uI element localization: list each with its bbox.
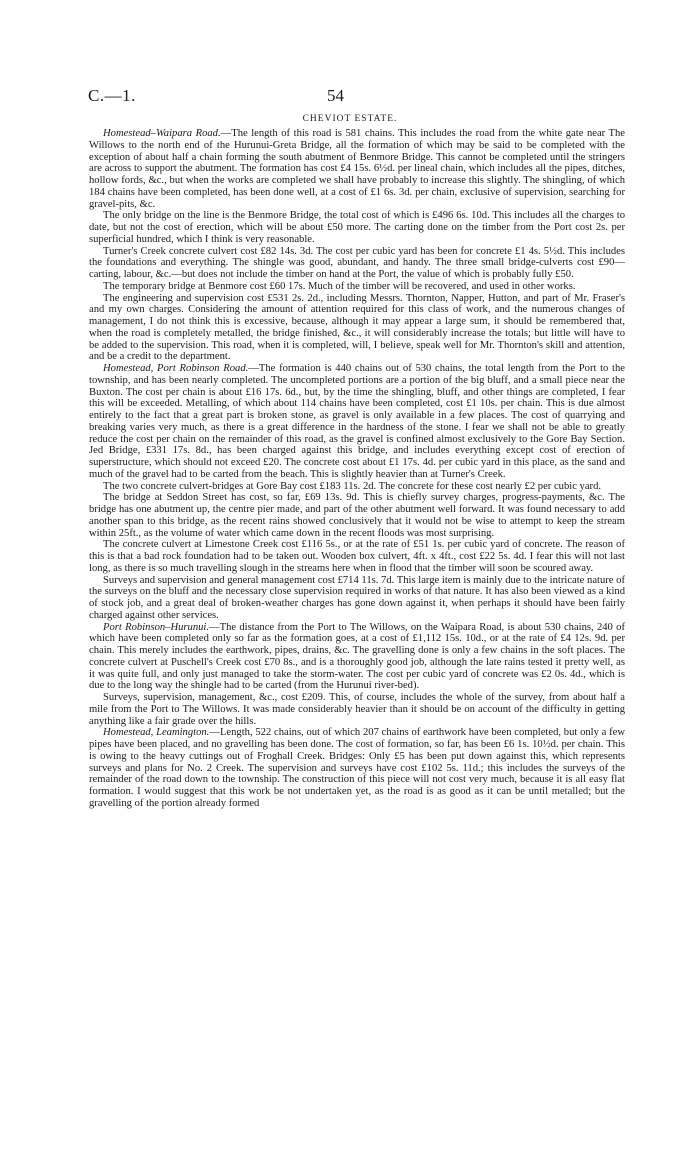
paragraph-text: The engineering and supervision cost £531 2s. 2d., including Messrs. Thornton, Napper, Hutton, and part of Mr. Fraser's and my own charges. Considering the amount of attention required for this class of work, and the numerous changes of management, I do not think this is excessive, because, although it may appear a large sum, it should be remembered that, when the road is completely metalled, the bridge finished, &c., it will considerably increase the totals; but little will have to be added to the supervision. This road, when it is completed, will, I believe, speak well for Mr. Thornton's skill and attention, and be a credit to the department. — [89, 292, 625, 363]
paragraph-text: Surveys, supervision, management, &c., cost £209. This, of course, includes the whole of the survey, from about half a mile from the Port to The Willows. It was made considerably heavier than it should be on account of the difficulty in getting anything like a fair grade over the hills. — [89, 692, 625, 727]
paragraph — [89, 363, 625, 481]
paragraph-heading: Homestead, Leamington. — [103, 727, 210, 739]
section-reference: C.—1. — [88, 86, 136, 105]
paragraph-text: Turner's Creek concrete culvert cost £82 14s. 3d. The cost per cubic yard has been for concrete £1 4s. 5½d. This includes the foundations and everything. The shingle was good, abundant, and handy. The three small bridge-culverts cost £90—carting, labour, &c.—but does not include the timber on hand at the Port, the value of which is probably fully £50. — [89, 245, 625, 280]
body-text — [89, 128, 625, 810]
paragraph-text: The two concrete culvert-bridges at Gore Bay cost £183 11s. 2d. The concrete for these cost nearly £2 per cubic yard. — [103, 480, 602, 492]
paragraph-text: The only bridge on the line is the Benmore Bridge, the total cost of which is £496 6s. 10d. This includes all the charges to date, but not the cost of erection, which will be about £50 more. The carting done on the timber from the Port cost 2s. per superficial hundred, which I think is very reasonable. — [89, 210, 625, 245]
paragraph — [89, 492, 625, 539]
paragraph — [89, 246, 625, 281]
paragraph-text: —The distance from the Port to The Willows, on the Waipara Road, is about 530 chains, 240 of which have been completed only so far as the formation goes, at a cost of £1,112 15s. 10d., or at the rate of £4 12s. 9d. per chain. This merely includes the earthwork, pipes, drains, &c. The gravelling done is only a few chains in the soft places. The concrete culvert at Puschell's Creek cost £70 8s., and is a thoroughly good job, although the late rains tested it pretty well, as it was quite full, and only just managed to take the storm-water. The cost per cubic yard of concrete was £2 0s. 4d., which is due to the long way the shingle had to be carted (from the Hurunui river-bed). — [89, 621, 625, 692]
paragraph — [89, 481, 625, 493]
paragraph-text: —The formation is 440 chains out of 530 chains, the total length from the Port to the township, and has been nearly completed. The uncompleted portions are a portion of the big bluff, and a small piece near the Buxton. The cost per chain is about £16 17s. 6d., but, by the time the shingling, bluff, and other things are completed, I fear this will be exceeded. Metalling, of which about 114 chains have been completed, cost £1 10s. per chain. This is due almost entirely to the fact that a great part is broken stone, as gravel is only available in a few places. The cost of quarrying and breaking varies very much, as there is a great difference in the hardness of the stone. I fear we shall not be able to greatly reduce the cost per chain on the remainder of this road, as the gravel is confined almost exclusively to the Gore Bay Section. Jed Bridge, £331 17s. 8d., has been charged against this bridge, and includes everything except cost of erection of superstructure, which should not exceed £20. The concrete cost about £1 17s. 4d. per cubic yard in this place, as the sand and much of the gravel had to be carted from the beach. This is slightly heavier than at Turner's Creek. — [89, 363, 626, 480]
paragraph-heading: Homestead–Waipara Road. — [103, 128, 221, 139]
paragraph-text: —The length of this road is 581 chains. This includes the road from the white gate near The Willows to the north end of the Hurunui-Greta Bridge, all the formation of which may be said to be completed with the exception of about half a chain forming the south abutment of Benmore Bridge. This cannot be completed until the stringers are across to support the abutment. The formation has cost £4 15s. 6½d. per lineal chain, which includes all the pipes, ditches, hollow fords, &c., but when the works are completed we shall have probably to increase this slightly. The shingling, of which 184 chains have been completed, has been done well, at a cost of £1 6s. 3d. per chain, exclusive of supervision, searching for gravel-pits, &c. — [89, 128, 625, 210]
paragraph — [89, 727, 625, 809]
paragraph-text: Surveys and supervision and general management cost £714 11s. 7d. This large item is mainly due to the intricate nature of the surveys on the bluff and the necessary close supervision required in works of that nature. It has also been viewed as a kind of stock job, and a great deal of broken-weather charges has gone down against it, when perhaps it should have been fairly charged against other services. — [89, 574, 625, 621]
paragraph — [89, 293, 625, 364]
paragraph — [89, 210, 625, 245]
paragraph-heading: Port Robinson–Hurunui. — [103, 621, 210, 633]
paragraph-text: The concrete culvert at Limestone Creek cost £116 5s., or at the rate of £51 1s. per cubic yard of concrete. The reason of this is that a bad rock foundation had to be taken out. Wooden box culvert, 4ft. x 4ft., cost £22 5s. 4d. I fear this will not last long, as there is so much travelling slough in the streams here when in flood that the timber will soon be scoured away. — [89, 539, 625, 574]
paragraph-text: The temporary bridge at Benmore cost £60 17s. Much of the timber will be recovered, and used in other works. — [103, 280, 576, 292]
paragraph-heading: Homestead, Port Robinson Road. — [103, 363, 249, 374]
paragraph — [89, 281, 625, 293]
paragraph — [89, 692, 625, 727]
paragraph — [89, 575, 625, 622]
page-number: 54 — [327, 86, 344, 105]
paragraph-text: The bridge at Seddon Street has cost, so far, £69 13s. 9d. This is chiefly survey charges, progress-payments, &c. The bridge has one abutment up, the centre pier made, and part of the other abutment well forward. It was found necessary to add another span to this bridge, as the recent rains showed conclusively that it would not be wise to attempt to keep the stream within 25ft., as the volume of water which came down in the recent floods was most surprising. — [89, 492, 625, 539]
paragraph — [89, 539, 625, 574]
page-title: CHEVIOT ESTATE. — [302, 114, 398, 124]
paragraph-text: —Length, 522 chains, out of which 207 chains of earthwork have been completed, but only a few pipes have been placed, and no gravelling has been done. The cost of formation, so far, has been £6 1s. 10½d. per chain. This is owing to the heavy cuttings out of Froghall Creek. Bridges: Only £5 has been put down against this, which represents surveys and plans for No. 2 Creek. The supervision and surveys have cost £102 5s. 11d.; this includes the surveys of the remainder of the road down to the township. The construction of this piece will not cost very much, because it is all easy flat formation. I would suggest that this work be not undertaken yet, as the road is as good as it can be until metalled; but the gravelling of the portion already formed — [89, 727, 626, 809]
paragraph — [89, 622, 625, 693]
paragraph — [89, 128, 625, 210]
